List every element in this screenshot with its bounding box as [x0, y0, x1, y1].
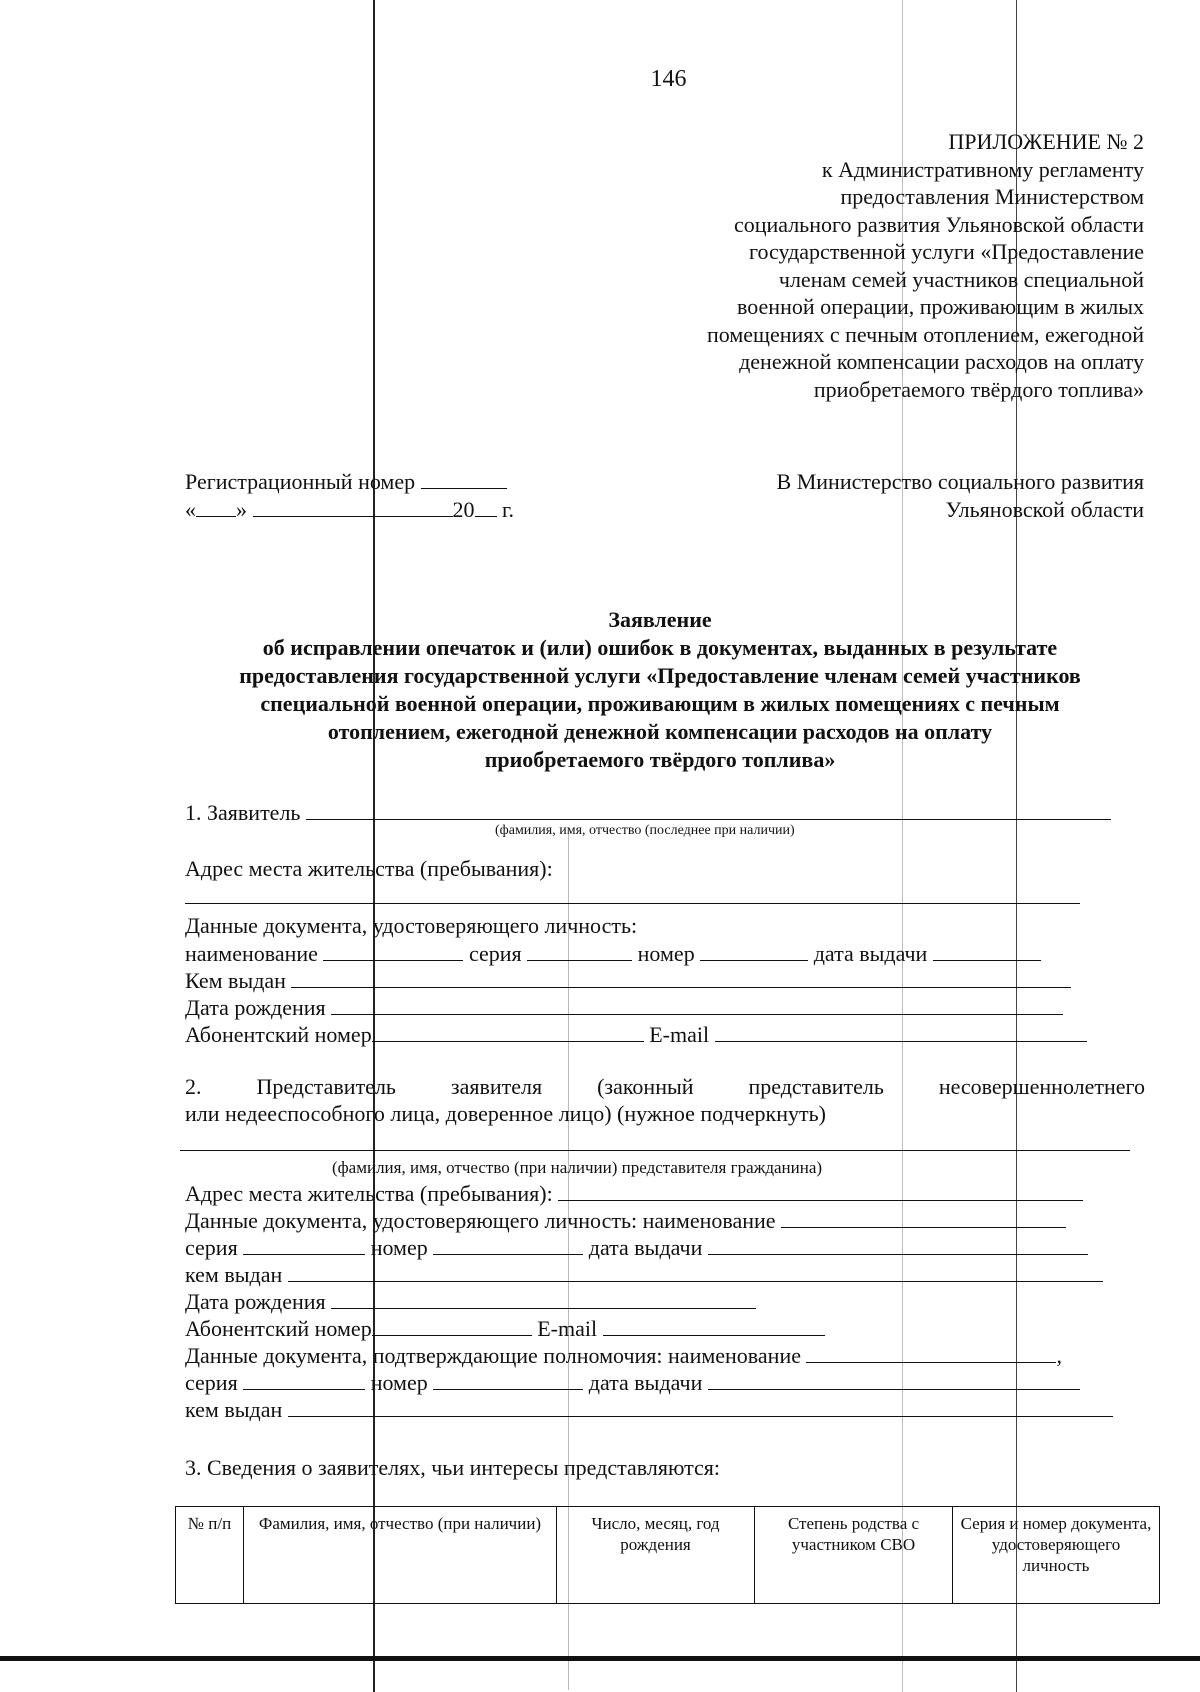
- issued-by-label: Кем выдан: [185, 968, 286, 993]
- year-prefix: 20: [452, 497, 475, 522]
- issued-by-row: [185, 967, 1071, 994]
- heading-line: приобретаемого твёрдого топлива»: [484, 747, 836, 772]
- intro-word: (законный: [597, 1074, 694, 1099]
- intro-word: несовершеннолетнего: [938, 1074, 1146, 1099]
- doc-series-field[interactable]: [527, 940, 632, 961]
- representative-intro-line2: или недееспособного лица, доверенное лицо) (нужное подчеркнуть): [185, 1101, 826, 1126]
- doc-number-field[interactable]: [700, 940, 808, 961]
- appendix-line: военной операции, проживающим в жилых: [737, 294, 1144, 319]
- rep-doc-field[interactable]: [781, 1207, 1066, 1228]
- addressee-line: В Министерство социального развития: [776, 469, 1144, 494]
- applicant-note: (фамилия, имя, отчество (последнее при наличии): [495, 823, 795, 838]
- authority-row: [185, 1342, 1062, 1369]
- intro-word: представитель: [748, 1074, 884, 1099]
- heading-line: об исправлении опечаток и (или) ошибок в документах, выданных в результате: [262, 635, 1058, 660]
- doc-series-label: серия: [468, 941, 522, 966]
- rep-phone-label: Абонентский номер: [185, 1316, 372, 1341]
- address-label: Адрес места жительства (пребывания):: [185, 856, 553, 881]
- id-doc-row: [185, 940, 1041, 967]
- date-open-quote: «: [185, 497, 196, 522]
- heading-line: предоставления государственной услуги «Предоставление членам семей участников: [239, 663, 1081, 688]
- column-header: Степень родства с участником СВО: [755, 1507, 953, 1604]
- interested-persons-table: [175, 1506, 1160, 1604]
- section3-label: 3. Сведения о заявителях, чьи интересы представляются:: [185, 1455, 720, 1480]
- rep-address-label: Адрес места жительства (пребывания):: [185, 1181, 553, 1206]
- rep-contact-row: [185, 1315, 825, 1342]
- appendix-line: приобретаемого твёрдого топлива»: [813, 376, 1144, 402]
- rep-birth-label: Дата рождения: [185, 1289, 326, 1314]
- heading-title: Заявление: [608, 607, 712, 632]
- rep-birth-field[interactable]: [331, 1288, 756, 1309]
- doc-name-field[interactable]: [323, 940, 463, 961]
- issued-by-field[interactable]: [291, 967, 1071, 988]
- intro-word: 2.: [185, 1074, 202, 1099]
- rep-series-label: серия: [185, 1235, 238, 1260]
- doc-issue-date-field[interactable]: [933, 940, 1041, 961]
- rep-number-label: номер: [370, 1235, 428, 1260]
- doc-name-label: наименование: [185, 941, 318, 966]
- rep-phone-field[interactable]: [372, 1315, 532, 1336]
- date-close-quote: »: [236, 497, 247, 522]
- authority-number-field[interactable]: [433, 1369, 583, 1390]
- authority-series-row: [185, 1369, 1080, 1396]
- address-field[interactable]: [185, 903, 1080, 904]
- contact-row: [185, 1021, 1087, 1048]
- phone-label: Абонентский номер: [185, 1022, 372, 1047]
- rep-issue-date-field[interactable]: [708, 1234, 1088, 1255]
- representative-name-field[interactable]: [180, 1150, 1130, 1151]
- phone-field[interactable]: [372, 1021, 644, 1042]
- intro-word: Представитель: [256, 1074, 396, 1099]
- rep-doc-label: Данные документа, удостоверяющего личность: наименование: [185, 1208, 776, 1233]
- appendix-line: предоставления Министерством: [840, 184, 1144, 209]
- application-heading: [160, 606, 1160, 774]
- year-field[interactable]: [475, 496, 497, 517]
- appendix-line: к Административному регламенту: [821, 156, 1144, 182]
- appendix-line: денежной компенсации расходов на оплату: [739, 349, 1144, 374]
- rep-address-row: [185, 1180, 1083, 1207]
- birth-field[interactable]: [331, 994, 1063, 1015]
- month-field[interactable]: [253, 496, 453, 517]
- addressee-block: [777, 468, 1144, 524]
- registration-label: Регистрационный номер: [185, 469, 416, 494]
- rep-issued-by-row: [185, 1261, 1103, 1288]
- applicant-row: [185, 799, 1111, 826]
- authority-label: Данные документа, подтверждающие полномочия: наименование: [185, 1343, 801, 1368]
- rep-issued-by-label: кем выдан: [185, 1262, 283, 1287]
- authority-issued-by-field[interactable]: [288, 1396, 1113, 1417]
- rep-email-field[interactable]: [603, 1315, 825, 1336]
- rep-email-label: E-mail: [537, 1316, 598, 1341]
- intro-word: заявителя: [450, 1074, 543, 1099]
- column-header: Фамилия, имя, отчество (при наличии): [244, 1507, 557, 1604]
- column-header: № п/п: [176, 1507, 244, 1604]
- authority-issued-by-label: кем выдан: [185, 1397, 283, 1422]
- day-field[interactable]: [196, 496, 236, 517]
- applicant-field[interactable]: [306, 799, 1111, 820]
- scan-bottom-edge: [0, 1656, 1200, 1661]
- appendix-title: ПРИЛОЖЕНИЕ № 2: [948, 129, 1144, 154]
- scan-artifact-line: [373, 0, 375, 1692]
- applicant-label: 1. Заявитель: [185, 800, 301, 825]
- table-header-row: [176, 1507, 1160, 1604]
- authority-number-label: номер: [370, 1370, 428, 1395]
- rep-number-field[interactable]: [433, 1234, 583, 1255]
- email-field[interactable]: [715, 1021, 1087, 1042]
- column-header: Число, месяц, год рождения: [557, 1507, 755, 1604]
- id-doc-label: Данные документа, удостоверяющего личность:: [185, 913, 638, 938]
- authority-issue-date-label: дата выдачи: [588, 1370, 703, 1395]
- email-label: E-mail: [649, 1022, 710, 1047]
- rep-series-row: [185, 1234, 1088, 1261]
- rep-birth-row: [185, 1288, 756, 1315]
- authority-series-field[interactable]: [243, 1369, 365, 1390]
- authority-field[interactable]: [806, 1342, 1056, 1363]
- rep-series-field[interactable]: [243, 1234, 365, 1255]
- doc-issue-date-label: дата выдачи: [813, 941, 928, 966]
- rep-issue-date-label: дата выдачи: [588, 1235, 703, 1260]
- authority-issue-date-field[interactable]: [708, 1369, 1080, 1390]
- heading-line: специальной военной операции, проживающим в жилых помещениях с печным: [260, 691, 1060, 716]
- heading-line: отоплением, ежегодной денежной компенсации расходов на оплату: [327, 719, 993, 744]
- doc-number-label: номер: [637, 941, 695, 966]
- year-suffix: г.: [502, 497, 515, 522]
- representative-intro: [185, 1074, 1145, 1100]
- authority-comma: ,: [1056, 1343, 1062, 1368]
- representative-note: (фамилия, имя, отчество (при наличии) представителя гражданина): [332, 1158, 823, 1177]
- appendix-block: [707, 128, 1144, 403]
- appendix-line: социального развития Ульяновской области: [733, 211, 1144, 237]
- appendix-line: членам семей участников специальной: [778, 266, 1144, 292]
- registration-block: [185, 468, 514, 524]
- authority-series-label: серия: [185, 1370, 238, 1395]
- page-number: 146: [650, 66, 687, 92]
- authority-issued-by-row: [185, 1396, 1113, 1423]
- addressee-line: Ульяновской области: [945, 497, 1144, 522]
- appendix-line: помещениях с печным отоплением, ежегодной: [706, 321, 1144, 347]
- rep-address-field[interactable]: [558, 1180, 1083, 1201]
- birth-label: Дата рождения: [185, 995, 326, 1020]
- registration-number-field[interactable]: [421, 468, 507, 489]
- rep-doc-row: [185, 1207, 1066, 1234]
- birth-row: [185, 994, 1063, 1021]
- column-header: Серия и номер документа, удостоверяющего личность: [953, 1507, 1160, 1604]
- appendix-line: государственной услуги «Предоставление: [748, 239, 1144, 264]
- rep-issued-by-field[interactable]: [288, 1261, 1103, 1282]
